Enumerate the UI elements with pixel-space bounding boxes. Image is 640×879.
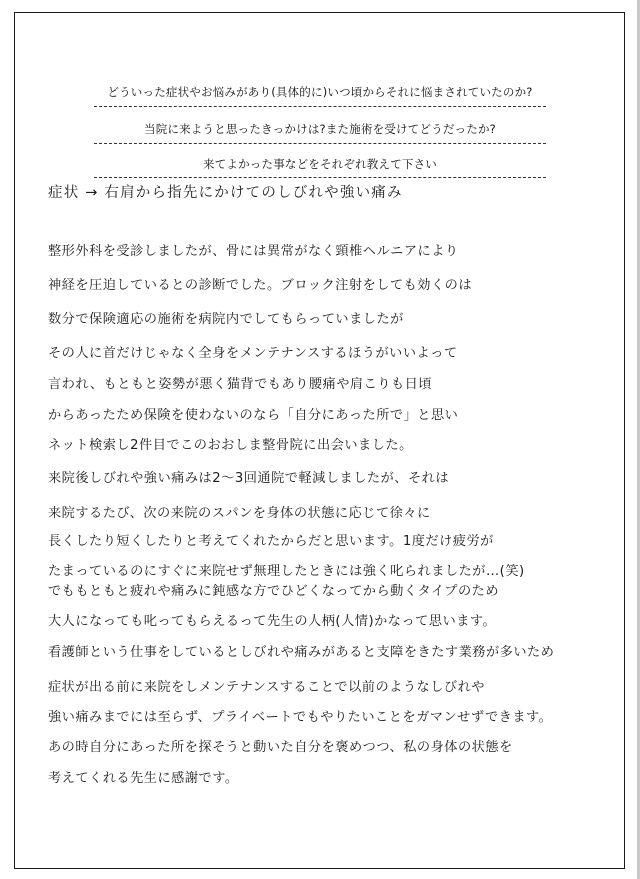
handwritten-line-17: あの時自分にあった所を探そうと動いた自分を褒めつつ、私の身体の状態を	[48, 740, 513, 755]
question-3-rule	[94, 177, 546, 178]
handwritten-line-1: 整形外科を受診しましたが、骨には異常がなく頸椎ヘルニアにより	[48, 244, 459, 259]
handwritten-line-8: 来院後しびれや強い痛みは2〜3回通院で軽減しましたが、それは	[48, 471, 450, 486]
handwritten-line-18: 考えてくれる先生に感謝です。	[48, 771, 239, 786]
handwritten-line-3: 数分で保険適応の施術を病院内でしてもらっていましたが	[48, 312, 404, 327]
question-3: 来てよかった事などをそれぞれ教えて下さい	[203, 157, 437, 171]
handwritten-line-13: 大人になっても叱ってもらえるって先生の人柄(人情)かなって思います。	[48, 614, 497, 629]
handwritten-line-9: 来院するたび、次の来院のスパンを身体の状態に応じて徐々に	[48, 506, 431, 521]
handwritten-line-4: その人に首だけじゃなく全身をメンテナンスするほうがいいよって	[48, 346, 458, 361]
handwritten-line-11: たまっているのにすぐに来院せず無理したときには強く叱られましたが…(笑)	[48, 564, 525, 579]
handwritten-line-10: 長くしたり短くしたりと考えてくれたからだと思います。1度だけ疲労が	[48, 534, 494, 549]
handwritten-line-7: ネット検索し2件目でこのおおしま整骨院に出会いました。	[48, 438, 413, 453]
handwritten-line-12: でももともと疲れや痛みに鈍感な方でひどくなってから動くタイプのため	[48, 584, 500, 599]
question-2: 当院に来ようと思ったきっかけは?また施術を受けてどうだったか?	[144, 122, 496, 136]
handwritten-line-2: 神経を圧迫しているとの診断でした。ブロック注射をしても効くのは	[48, 278, 473, 293]
handwritten-line-6: からあったため保険を使わないのなら「自分にあった所で」と思い	[48, 408, 459, 423]
question-2-rule	[94, 143, 546, 144]
question-1: どういった症状やお悩みがあり(具体的に)いつ頃からそれに悩まされていたのか?	[107, 85, 533, 99]
handwritten-line-14: 看護師という仕事をしているとしびれや痛みがあると支障をきたす業務が多いため	[48, 645, 555, 660]
handwritten-line-5: 言われ、もともと姿勢が悪く猫背でもあり腰痛や肩こりも日頃	[48, 377, 433, 392]
question-1-rule	[94, 106, 546, 107]
symptom-line: 症状 → 右肩から指先にかけてのしびれや強い痛み	[48, 185, 403, 201]
handwritten-line-15: 症状が出る前に来院をしメンテナンスすることで以前のようなしびれや	[48, 680, 485, 695]
handwritten-line-16: 強い痛みまでには至らず、プライベートでもやりたいことをガマンせずできます。	[48, 710, 553, 725]
